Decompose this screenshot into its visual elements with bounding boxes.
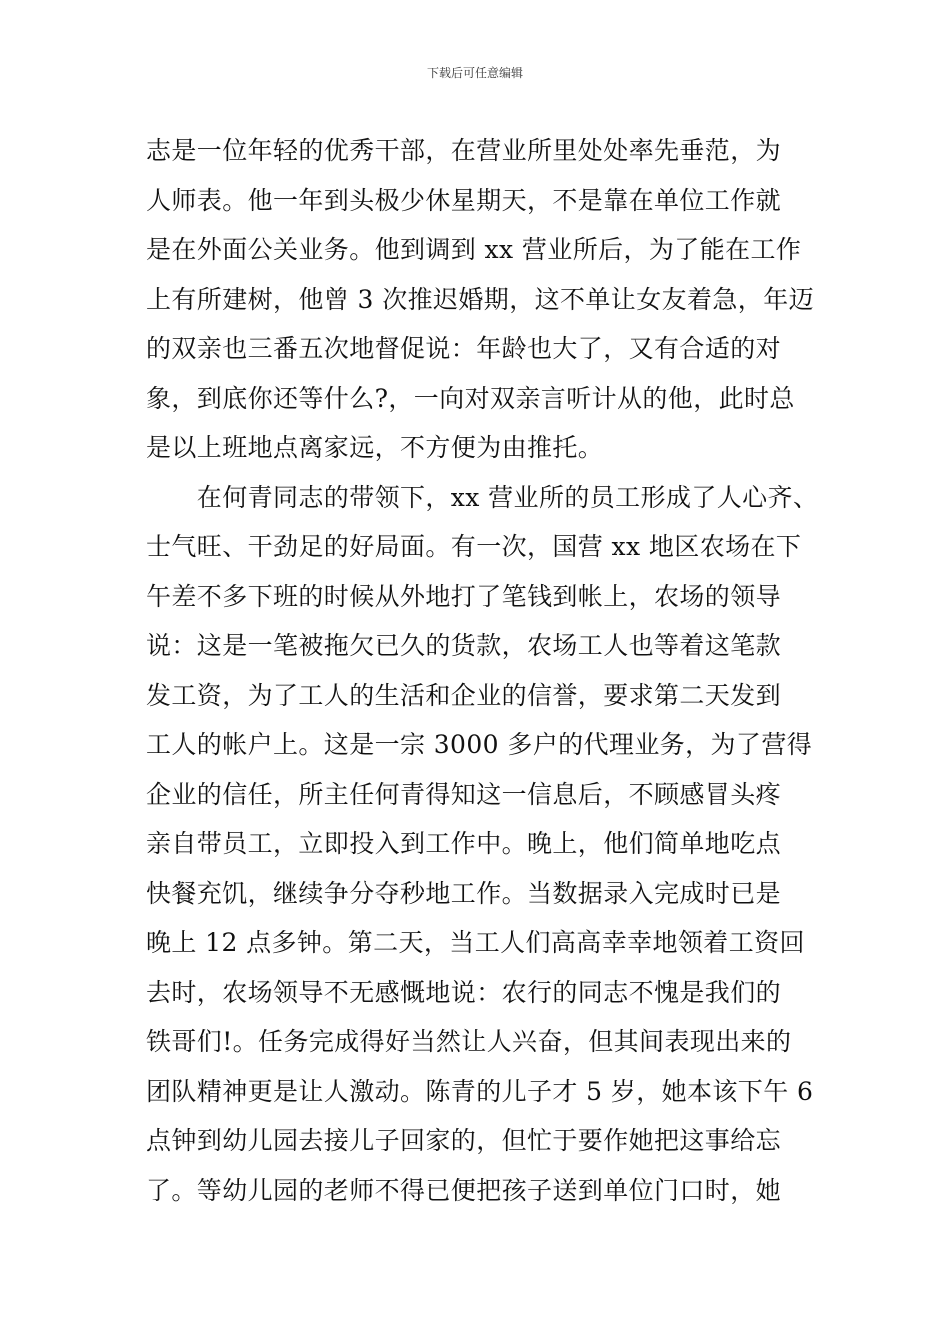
page-header: 下载后可任意编辑 [426,66,523,80]
text-line: 了。等幼儿园的老师不得已便把孩子送到单位门口时，她 [146,1175,782,1205]
text-line: 点钟到幼儿园去接儿子回家的，但忙于要作她把这事给忘 [146,1126,782,1155]
text-line: 是以上班地点离家远，不方便为由推托。 [146,433,604,462]
text-line: 的双亲也三番五次地督促说：年龄也大了，又有合适的对 [146,334,782,363]
text-line: 上有所建树，他曾 3 次推迟婚期，这不单让女友着急，年迈 [146,284,815,314]
text-line: 团队精神更是让人激动。陈青的儿子才 5 岁，她本该下午 6 [146,1076,814,1106]
text-line: 午差不多下班的时候从外地打了笔钱到帐上，农场的领导 [146,581,782,611]
text-line: 士气旺、干劲足的好局面。有一次，国营 xx 地区农场在下 [146,532,802,561]
text-line: 象，到底你还等什么?，一向对双亲言听计从的他，此时总 [146,383,795,413]
text-line: 快餐充饥，继续争分夺秒地工作。当数据录入完成时已是 [146,878,782,908]
document-body [146,126,826,1215]
text-line: 企业的信任，所主任何青得知这一信息后，不顾感冒头疼 [146,779,782,809]
text-line: 发工资，为了工人的生活和企业的信誉，要求第二天发到 [146,680,782,710]
text-line: 亲自带员工，立即投入到工作中。晚上，他们简单地吃点 [146,829,782,858]
text-line: 铁哥们!。任务完成得好当然让人兴奋，但其间表现出来的 [146,1027,792,1056]
text-line: 人师表。他一年到头极少休星期天，不是靠在单位工作就 [146,185,782,215]
text-line: 晚上 12 点多钟。第二天，当工人们高高幸幸地领着工资回 [146,928,805,957]
text-line: 志是一位年轻的优秀干部，在营业所里处处率先垂范，为 [146,136,782,165]
text-line: 在何青同志的带领下，xx 营业所的员工形成了人心齐、 [146,482,819,512]
text-line: 说：这是一笔被拖欠已久的货款，农场工人也等着这笔款 [146,631,782,660]
text-line: 是在外面公关业务。他到调到 xx 营业所后，为了能在工作 [146,235,802,264]
text-line: 工人的帐户上。这是一宗 3000 多户的代理业务，为了营得 [146,730,813,759]
text-line: 去时，农场领导不无感慨地说：农行的同志不愧是我们的 [146,977,782,1007]
